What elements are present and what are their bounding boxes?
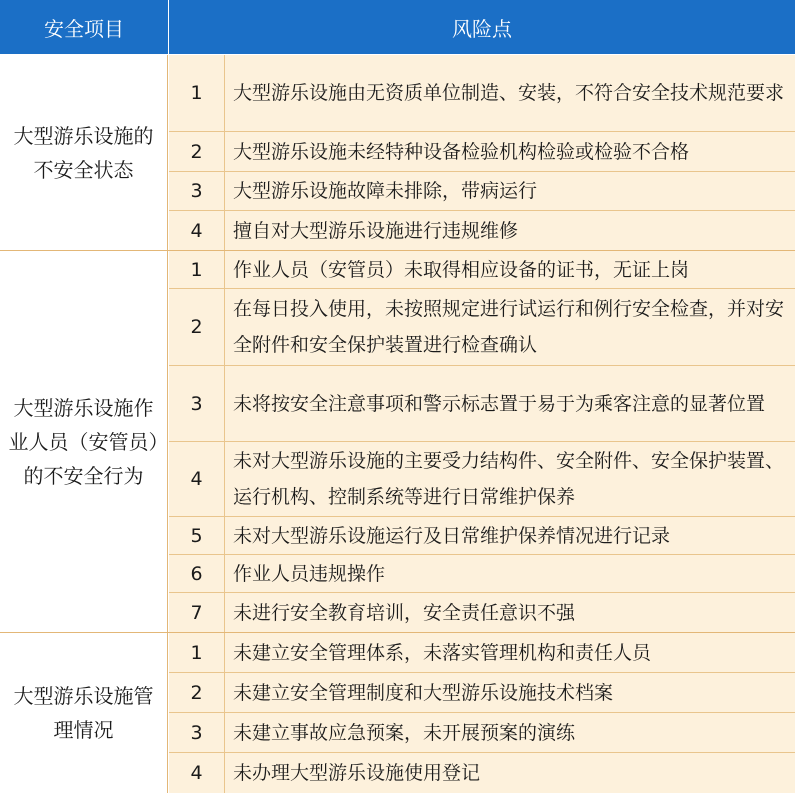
row-number: 1 bbox=[169, 251, 225, 288]
risk-text: 擅自对大型游乐设施进行违规维修 bbox=[233, 219, 519, 242]
table-row bbox=[169, 289, 795, 366]
table-row bbox=[169, 366, 795, 442]
table-row bbox=[169, 673, 795, 713]
table-row bbox=[169, 633, 795, 673]
risk-text: 未对大型游乐设施的主要受力结构件、安全附件、安全保护装置、运行机构、控制系统等进行日常维护保养 bbox=[233, 450, 785, 508]
row-number: 1 bbox=[169, 633, 225, 672]
table-row bbox=[169, 555, 795, 593]
risk-text: 大型游乐设施故障未排除，带病运行 bbox=[233, 180, 538, 202]
risk-text: 未建立安全管理体系，未落实管理机构和责任人员 bbox=[233, 641, 652, 664]
risk-text: 大型游乐设施由无资质单位制造、安装，不符合安全技术规范要求 bbox=[233, 82, 785, 104]
row-number: 3 bbox=[169, 713, 225, 752]
row-number: 2 bbox=[169, 289, 225, 365]
row-number: 5 bbox=[169, 517, 225, 554]
category-label: 大型游乐设施管理情况 bbox=[0, 633, 168, 793]
table-row bbox=[169, 593, 795, 632]
section-unsafe-state bbox=[0, 55, 795, 251]
table-row bbox=[169, 713, 795, 753]
risk-text: 未建立安全管理制度和大型游乐设施技术档案 bbox=[233, 681, 614, 704]
risk-text: 大型游乐设施未经特种设备检验机构检验或检验不合格 bbox=[233, 140, 690, 163]
risk-rows bbox=[169, 633, 795, 793]
header-safety-item: 安全项目 bbox=[0, 0, 169, 54]
row-number: 3 bbox=[169, 172, 225, 210]
table-header bbox=[0, 0, 795, 54]
table-row bbox=[169, 442, 795, 517]
category-label: 大型游乐设施的不安全状态 bbox=[0, 55, 168, 250]
row-number: 3 bbox=[169, 366, 225, 441]
section-management bbox=[0, 633, 795, 793]
table-row bbox=[169, 132, 795, 172]
risk-text: 作业人员违规操作 bbox=[233, 562, 386, 585]
risk-rows bbox=[169, 251, 795, 632]
risk-text: 未建立事故应急预案，未开展预案的演练 bbox=[233, 721, 576, 744]
risk-text: 未将按安全注意事项和警示标志置于易于为乘客注意的显著位置 bbox=[233, 392, 766, 415]
section-unsafe-behavior bbox=[0, 251, 795, 633]
row-number: 4 bbox=[169, 753, 225, 793]
table-row bbox=[169, 251, 795, 289]
category-label: 大型游乐设施作业人员（安管员）的不安全行为 bbox=[0, 251, 168, 632]
risk-rows bbox=[169, 55, 795, 250]
table-row bbox=[169, 172, 795, 211]
row-number: 2 bbox=[169, 673, 225, 712]
row-number: 6 bbox=[169, 555, 225, 592]
row-number: 4 bbox=[169, 442, 225, 516]
row-number: 7 bbox=[169, 593, 225, 632]
risk-text: 作业人员（安管员）未取得相应设备的证书，无证上岗 bbox=[233, 258, 690, 281]
table-row bbox=[169, 211, 795, 250]
header-risk-point: 风险点 bbox=[452, 16, 512, 41]
table-row bbox=[169, 517, 795, 555]
table-row bbox=[169, 55, 795, 132]
risk-text: 未办理大型游乐设施使用登记 bbox=[233, 762, 481, 784]
row-number: 4 bbox=[169, 211, 225, 250]
risk-text: 未进行安全教育培训，安全责任意识不强 bbox=[233, 601, 576, 624]
risk-text: 未对大型游乐设施运行及日常维护保养情况进行记录 bbox=[233, 524, 671, 547]
table-row bbox=[169, 753, 795, 793]
risk-text: 在每日投入使用，未按照规定进行试运行和例行安全检查，并对安全附件和安全保护装置进行检查确认 bbox=[233, 298, 785, 356]
row-number: 2 bbox=[169, 132, 225, 171]
row-number: 1 bbox=[169, 55, 225, 131]
